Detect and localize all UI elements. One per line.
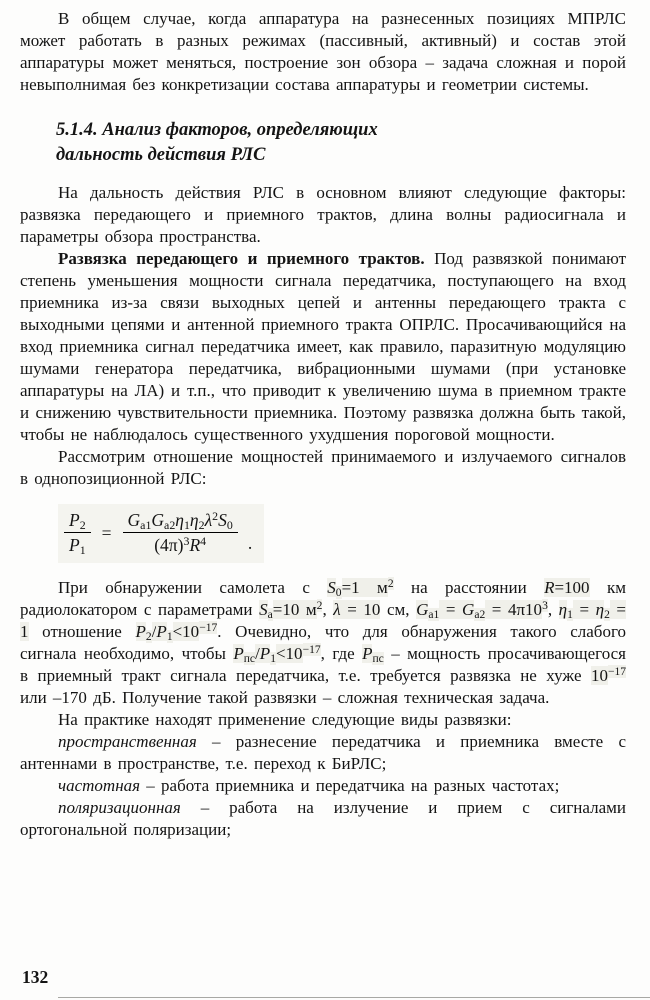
scan-artifact-line — [58, 997, 650, 998]
paragraph-example: При обнаружении самолета с S0=1 $м^2$ на расстоянии R=100 км радиолокатором с параметрами Sа=10 $м^2$, λ = 10 см, $Gа1 = Gа2 = 4\pi 10^3$, η1 = η2 = 1 отношение $P2/P1<10^{-17}$. Очевидно, что для обнаружения такого слабого сигнала необходимо, чтобы Pпс/$P1<10^{-17}$, где Pпс – мощность просачивающегося в приемный тракт сигнала передатчика, т.е. требуется развязка не хуже $10^{-17}$ или –170 дБ. Получение такой развязки – сложная техническая задача. — [20, 577, 627, 707]
fraction-rhs — [123, 509, 238, 556]
list-item-frequency: частотная – работа приемника и передатчика на разных частотах; — [58, 776, 560, 795]
paragraph-isolation: Развязка передающего и приемного трактов. Под развязкой понимают степень уменьшения мощности сигнала передатчика, поступающего на вход приемника из-за связи выходных цепей и антенны передающего тракта с выходными цепями и антенной приемного тракта ОПРЛС. Просачивающийся на вход приемника сигнал передатчика имеет, как правило, паразитную модуляцию шумами генератора передатчика, вибрационными шумами (при установке аппаратуры на ЛА) и т.п., что приводит к увеличению шума в приемном тракте и снижению чувствительности приемника. Поэтому развязка должна быть такой, чтобы не наблюдалось существенного ухудшения пороговой мощности. — [20, 249, 626, 444]
section-heading-line1: 5.1.4. Анализ факторов, определяющих — [56, 120, 378, 140]
equals-sign: = — [101, 522, 112, 543]
fraction-lhs — [64, 509, 91, 556]
paragraph-overview: В общем случае, когда аппаратура на разнесенных позициях МПРЛС может работать в разных режимах (пассивный, активный) и состав этой аппаратуры может меняться, построение зон обзора – задача сложная и порой невыполнимая без конкретизации состава аппаратуры и геометрии системы. — [20, 9, 626, 94]
fraction-rhs-denominator: $(4\pi)^3R^4$ — [154, 534, 207, 555]
section-heading — [56, 118, 626, 168]
page-number: 132 — [22, 967, 49, 987]
list-item-polarization: поляризационная – работа на излучение и прием с сигналами ортогональной поляризации; — [20, 798, 626, 839]
paragraph-factors: На дальность действия РЛС в основном влияют следующие факторы: развязка передающего и приемного трактов, длина волны радиосигнала и параметры обзора пространства. — [20, 183, 626, 246]
formula-period: . — [247, 533, 253, 553]
paragraph-practice: На практике находят применение следующие виды развязки: — [58, 710, 512, 729]
paragraph-ratio-intro: Рассмотрим отношение мощностей принимаемого и излучаемого сигналов в однопозиционной РЛС: — [20, 447, 626, 488]
section-heading-line2: дальность действия РЛС — [56, 145, 266, 165]
fraction-rhs-numerator: $Gа1Gа2\eta 1\eta 2\lambda^2S0$ — [123, 509, 238, 533]
fraction-lhs-numerator: P2 — [64, 509, 91, 533]
fraction-lhs-denominator: P1 — [69, 535, 86, 557]
display-formula — [58, 504, 264, 563]
list-item-spatial: пространственная – разнесение передатчика и приемника вместе с антеннами в пространстве, т.е. переход к БиРЛС; — [20, 732, 626, 773]
